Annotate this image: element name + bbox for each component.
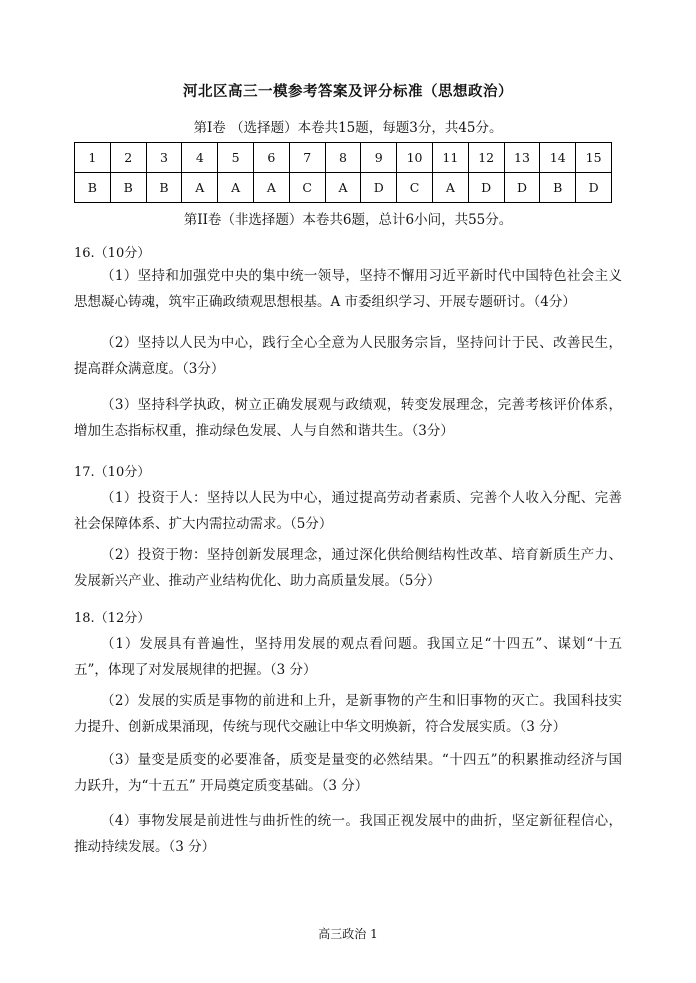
answer-cell: C — [289, 173, 325, 203]
answer-cell: B — [146, 173, 182, 203]
answer-cell: A — [253, 173, 289, 203]
question-number-cell: 8 — [325, 143, 361, 173]
answer-table — [74, 142, 612, 203]
answer-cell: A — [218, 173, 254, 203]
question-16-answer-2: （2）坚持以人民为中心，践行全心全意为人民服务宗旨，坚持问计于民、改善民生，提高群众满意度。（3分） — [74, 335, 622, 377]
question-number-cell: 12 — [468, 143, 504, 173]
question-number-cell: 5 — [218, 143, 254, 173]
question-18-heading: 18.（12分） — [74, 611, 151, 626]
question-number-cell: 1 — [75, 143, 111, 173]
answer-cell: A — [325, 173, 361, 203]
question-number-cell: 3 — [146, 143, 182, 173]
page-footer: 高三政治 1 — [318, 927, 378, 941]
answer-cell: B — [75, 173, 111, 203]
section-1-heading: 第Ⅰ卷 （选择题）本卷共15题，每题3分，共45分。 — [193, 120, 503, 136]
page-title: 河北区高三一模参考答案及评分标准（思想政治） — [183, 84, 513, 100]
answer-cell: D — [576, 173, 612, 203]
question-16-heading: 16.（10分） — [74, 246, 151, 261]
question-17-heading: 17.（10分） — [74, 465, 151, 480]
question-18-answer-1: （1）发展具有普遍性，坚持用发展的观点看问题。我国立足“十四五”、谋划“十五五”，体现了对发展规律的把握。（3 分） — [74, 636, 622, 678]
answer-cell: D — [468, 173, 504, 203]
answer-cell: C — [397, 173, 433, 203]
answer-cell: A — [432, 173, 468, 203]
question-number-cell: 7 — [289, 143, 325, 173]
question-16-answer-1: （1）坚持和加强党中央的集中统一领导，坚持不懈用习近平新时代中国特色社会主义思想凝心铸魂，筑牢正确政绩观思想根基。A 市委组织学习、开展专题研讨。（4分） — [74, 268, 622, 310]
question-number-cell: 4 — [182, 143, 218, 173]
question-number-cell: 14 — [540, 143, 576, 173]
question-number-cell: 11 — [432, 143, 468, 173]
answer-cell: D — [504, 173, 540, 203]
question-18-answer-4: （4）事物发展是前进性与曲折性的统一。我国正视发展中的曲折，坚定新征程信心，推动持续发展。（3 分） — [74, 813, 622, 855]
question-number-cell: 6 — [253, 143, 289, 173]
answer-cell: B — [110, 173, 146, 203]
question-number-cell: 13 — [504, 143, 540, 173]
question-16-answer-3: （3）坚持科学执政，树立正确发展观与政绩观，转变发展理念，完善考核评价体系，增加生态指标权重，推动绿色发展、人与自然和谐共生。（3分） — [74, 397, 622, 439]
question-number-cell: 10 — [397, 143, 433, 173]
question-17-answer-1: （1）投资于人：坚持以人民为中心，通过提高劳动者素质、完善个人收入分配、完善社会保障体系、扩大内需拉动需求。（5分） — [74, 490, 622, 532]
question-17-answer-2: （2）投资于物：坚持创新发展理念，通过深化供给侧结构性改革、培育新质生产力、发展新兴产业、推动产业结构优化、助力高质量发展。（5分） — [74, 547, 622, 589]
answer-table-number-row — [75, 143, 612, 173]
section-2-heading: 第II卷（非选择题）本卷共6题，总计6小问，共55分。 — [183, 212, 513, 228]
question-number-cell: 9 — [361, 143, 397, 173]
answer-table-answer-row — [75, 173, 612, 203]
question-number-cell: 2 — [110, 143, 146, 173]
answer-cell: B — [540, 173, 576, 203]
question-18-answer-3: （3）量变是质变的必要准备，质变是量变的必然结果。“十四五”的积累推动经济与国力跃升，为“十五五” 开局奠定质变基础。（3 分） — [74, 752, 622, 794]
answer-cell: A — [182, 173, 218, 203]
answer-cell: D — [361, 173, 397, 203]
question-18-answer-2: （2）发展的实质是事物的前进和上升，是新事物的产生和旧事物的灭亡。我国科技实力提升、创新成果涌现，传统与现代交融让中华文明焕新，符合发展实质。（3 分） — [74, 693, 622, 735]
question-number-cell: 15 — [576, 143, 612, 173]
